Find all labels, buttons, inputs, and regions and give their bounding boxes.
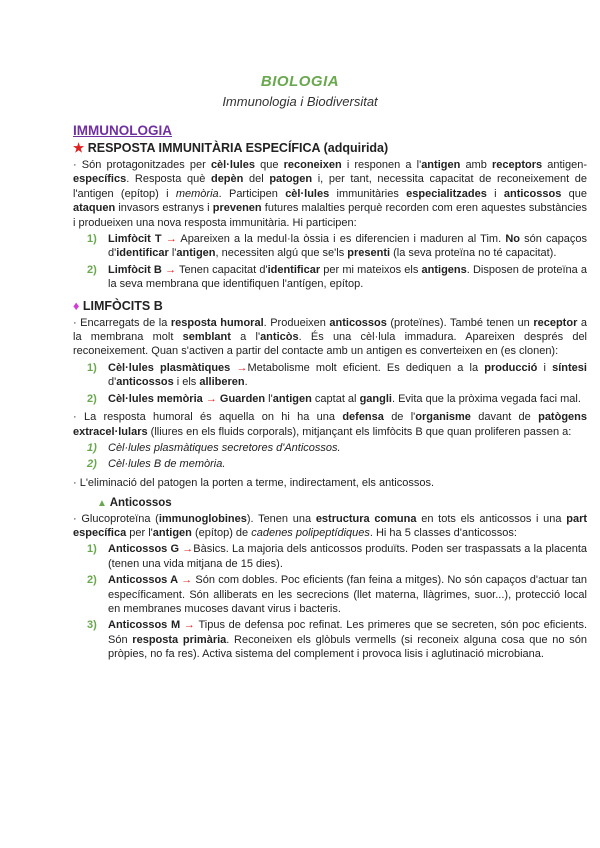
text-segment: antigen (152, 526, 192, 539)
text-segment: part específica (73, 512, 588, 539)
paragraph-anticossos-intro (73, 512, 587, 541)
text-segment: reconeixen (283, 159, 342, 171)
document-subtitle: Immunologia i Biodiversitat (222, 94, 378, 109)
text-segment: identificar (116, 247, 169, 260)
text-segment: per l' (126, 526, 153, 539)
subheading-text: RESPOSTA IMMUNITÀRIA ESPECÍFICA (adquirida) (87, 141, 389, 155)
text-segment: · Glucoproteïna ( (73, 512, 159, 525)
text-segment: en tots els anticossos i una (416, 512, 567, 525)
paragraph-limfocits-intro (73, 316, 587, 359)
text-segment: . És una cèl·lula immadura. Apareixen després del reconeixement. Quan s'activen a partir del contacte amb un antigen es converteixen en (es clonen): (73, 331, 588, 358)
text-segment: semblant (182, 331, 231, 344)
list-number: 3) (87, 619, 97, 632)
text-segment: Bàsics. La majoria dels anticossos produïts. Poden ser traspassats a la placenta (tenen una vida mitjana de 15 dies). (108, 543, 587, 570)
text-segment: . Participen (218, 187, 286, 200)
list-humoral (73, 441, 587, 472)
triangle-icon: ▲ (97, 498, 107, 510)
text-segment: (la seva proteïna no té capacitat). (390, 247, 557, 260)
text-segment: identificar (267, 263, 321, 276)
list-limfocits (73, 232, 587, 292)
text-segment: No (505, 233, 520, 246)
text-segment: , necessiten algú que se'ls (215, 247, 348, 260)
text-segment: són capaços d' (108, 233, 587, 260)
text-segment: futures malalties perquè (261, 202, 386, 215)
text-segment: . Resposta què (126, 173, 211, 186)
text-segment: i (486, 187, 504, 200)
text-segment: com eren aquestes substàncies i produeixen una nova resposta immunitària. Hi participen: (73, 202, 587, 229)
text-segment: a l' (230, 331, 261, 344)
text-segment: anticossos (503, 187, 562, 200)
text-segment: (lliures en els fluids corporals), mitjançant els limfòcits B que quan proliferen passen a: (147, 425, 572, 438)
text-segment: específics (73, 173, 127, 186)
text-segment: patogen (269, 173, 313, 186)
text-segment: Tenen capacitat d' (176, 263, 268, 276)
section-heading-immunologia: IMMUNOLOGIA (73, 123, 172, 138)
text-segment: anticossos (116, 376, 174, 389)
text-segment: estructura comuna (315, 512, 417, 525)
arrow-icon: → (165, 263, 177, 276)
document-body (73, 122, 587, 664)
text-segment: davant de (470, 411, 539, 424)
text-segment: antigen (272, 392, 312, 405)
list-anticossos (73, 542, 587, 661)
text-segment: resposta humoral (170, 316, 264, 329)
text-segment: antigen- (542, 159, 588, 171)
arrow-icon: → (165, 233, 177, 246)
text-segment: Tipus de defensa poc refinat. Les primeres que se secreten, són poc eficients. Són (108, 619, 587, 646)
text-segment: Metabolisme molt eficient. Es dediquen a la (247, 361, 485, 374)
text-segment: presenti (347, 247, 391, 260)
list-cellules (73, 361, 587, 406)
text-segment: . (244, 376, 248, 389)
text-segment: que (561, 187, 587, 200)
text-segment: receptors (491, 159, 543, 171)
list-item (73, 573, 587, 616)
subheading-anticossos (97, 496, 587, 511)
list-term: Cèl·lules plasmàtiques (108, 361, 231, 374)
arrow-icon: → (181, 574, 193, 587)
arrow-icon: → (205, 392, 217, 405)
list-number: 2) (87, 574, 97, 587)
text-segment: receptor (533, 316, 578, 329)
text-segment: d' (108, 376, 117, 389)
text-segment: · Són protagonitzades per (73, 159, 211, 171)
paragraph-humoral (73, 410, 587, 439)
arrow-icon: → (183, 619, 195, 632)
list-text: Cèl·lules B de memòria. (108, 458, 226, 471)
text-segment: patògens extracel·lulars (73, 411, 587, 438)
text-segment: defensa (342, 411, 384, 424)
list-text: Cèl·lules plasmàtiques secretores d'Anticossos. (108, 441, 341, 454)
text-segment: . Produeixen (263, 316, 330, 329)
text-segment: antigens (421, 263, 467, 276)
text-segment: producció (484, 361, 538, 374)
text-segment: cèl·lules (210, 159, 255, 171)
subheading-text: Anticossos (109, 497, 172, 510)
text-segment: amb (460, 159, 492, 171)
text-segment: gangli (359, 392, 392, 405)
text-segment: antigen (421, 159, 461, 171)
text-segment: (proteïnes). També tenen un (386, 316, 534, 329)
text-segment: que (254, 159, 284, 171)
list-term: Limfòcit T (108, 233, 162, 246)
text-segment: resposta primària (132, 633, 227, 646)
list-number: 2) (87, 263, 97, 276)
text-segment: i els (173, 376, 200, 389)
text-segment: i responen a l' (341, 159, 422, 171)
text-segment: · Encarregats de la (73, 316, 171, 329)
text-segment: . Disposen de proteïna a la seva membrana que identifiquen l'antígen, epítop. (108, 263, 588, 291)
text-segment: l' (168, 247, 177, 260)
text-segment: ataquen (73, 202, 116, 215)
text-segment: prevenen (212, 202, 262, 215)
diamond-icon: ♦ (73, 298, 80, 313)
text-segment: depèn (210, 173, 244, 186)
list-item (73, 392, 587, 406)
list-number: 2) (87, 392, 97, 405)
text-segment: Apareixen a la medul·la òssia i es diferencien i maduren al Tim. (176, 233, 506, 246)
text-segment: i, per tant, necessita capacitat de reconeixement de l'antigen (epítop) i (73, 173, 588, 200)
list-item (73, 618, 587, 661)
text-segment: per mi mateixos els (320, 263, 422, 276)
text-segment: a la membrana molt (73, 316, 587, 344)
text-segment: . Evita que la pròxima vegada faci mal. (391, 392, 581, 405)
text-segment: ). Tenen una (246, 512, 316, 525)
text-segment: l' (265, 392, 273, 405)
text-segment: antigen (176, 247, 216, 260)
text-segment: (epítop) de (191, 526, 252, 539)
text-segment: anticòs (260, 331, 299, 344)
star-icon: ★ (73, 141, 85, 155)
text-segment: cèl·lules (285, 187, 330, 200)
list-item (73, 441, 587, 455)
list-number: 1) (87, 233, 97, 246)
arrow-icon: → (182, 543, 194, 556)
list-item (73, 361, 587, 390)
text-segment: cadenes polipeptídiques (251, 526, 370, 539)
list-term: Cèl·lules memòria (108, 392, 203, 405)
list-number: 1) (87, 361, 97, 374)
text-segment: immunitàries (329, 187, 407, 200)
paragraph-elimination: · L'eliminació del patogen la porten a terme, indirectament, els anticossos. (73, 476, 435, 489)
text-segment: especialitzades (406, 187, 487, 200)
text-segment: de l' (383, 411, 416, 424)
text-segment: Guarden (219, 392, 266, 405)
text-segment: . Hi ha 5 classes d'anticossos: (369, 526, 517, 539)
list-term: Anticossos G (108, 543, 180, 556)
document-title: BIOLOGIA (260, 73, 340, 90)
subheading-resposta (73, 140, 587, 156)
text-segment: captat al (311, 392, 360, 405)
list-number: 1) (87, 543, 97, 556)
subheading-limfocits-b (73, 298, 587, 314)
text-segment: memòria (175, 187, 219, 200)
list-item (73, 232, 587, 261)
text-segment: i (537, 361, 553, 374)
subheading-text: LIMFÒCITS B (82, 298, 163, 313)
text-segment: del (243, 173, 270, 186)
text-segment: anticossos (329, 316, 387, 329)
list-item (73, 457, 587, 471)
list-item (73, 542, 587, 571)
list-number: 2) (87, 458, 97, 471)
text-segment: recorden (385, 202, 429, 215)
text-segment: organisme (415, 411, 471, 424)
text-segment: immunoglobines (158, 512, 247, 525)
list-number: 1) (87, 441, 97, 454)
text-segment: · La resposta humoral és aquella on hi ha una (73, 411, 343, 424)
paragraph-resposta-intro (73, 158, 587, 230)
text-segment: alliberen (199, 376, 245, 389)
list-term: Anticossos A (108, 574, 179, 587)
list-item (73, 263, 587, 292)
text-segment: invasors estranys i (115, 202, 213, 215)
list-term: Anticossos M (108, 619, 181, 632)
text-segment: Són com dobles. Poc eficients (fan feina a mitges). No són capaços d'actuar tan específicament. Són alliberats en les secrecions (llet materna, llàgrimes, suor...), protecció local en membranes mucoses davant virus i bacteris. (108, 574, 587, 615)
arrow-icon: → (236, 361, 248, 374)
text-segment: síntesi (552, 361, 587, 374)
text-segment: . Reconeixen els glòbuls vermells (si reconeix alguna cosa que no són pròpies, no fa res). Activa sistema del complement i provoca lisis i aglutinació microbiana. (108, 633, 587, 661)
list-term: Limfòcit B (108, 263, 162, 276)
